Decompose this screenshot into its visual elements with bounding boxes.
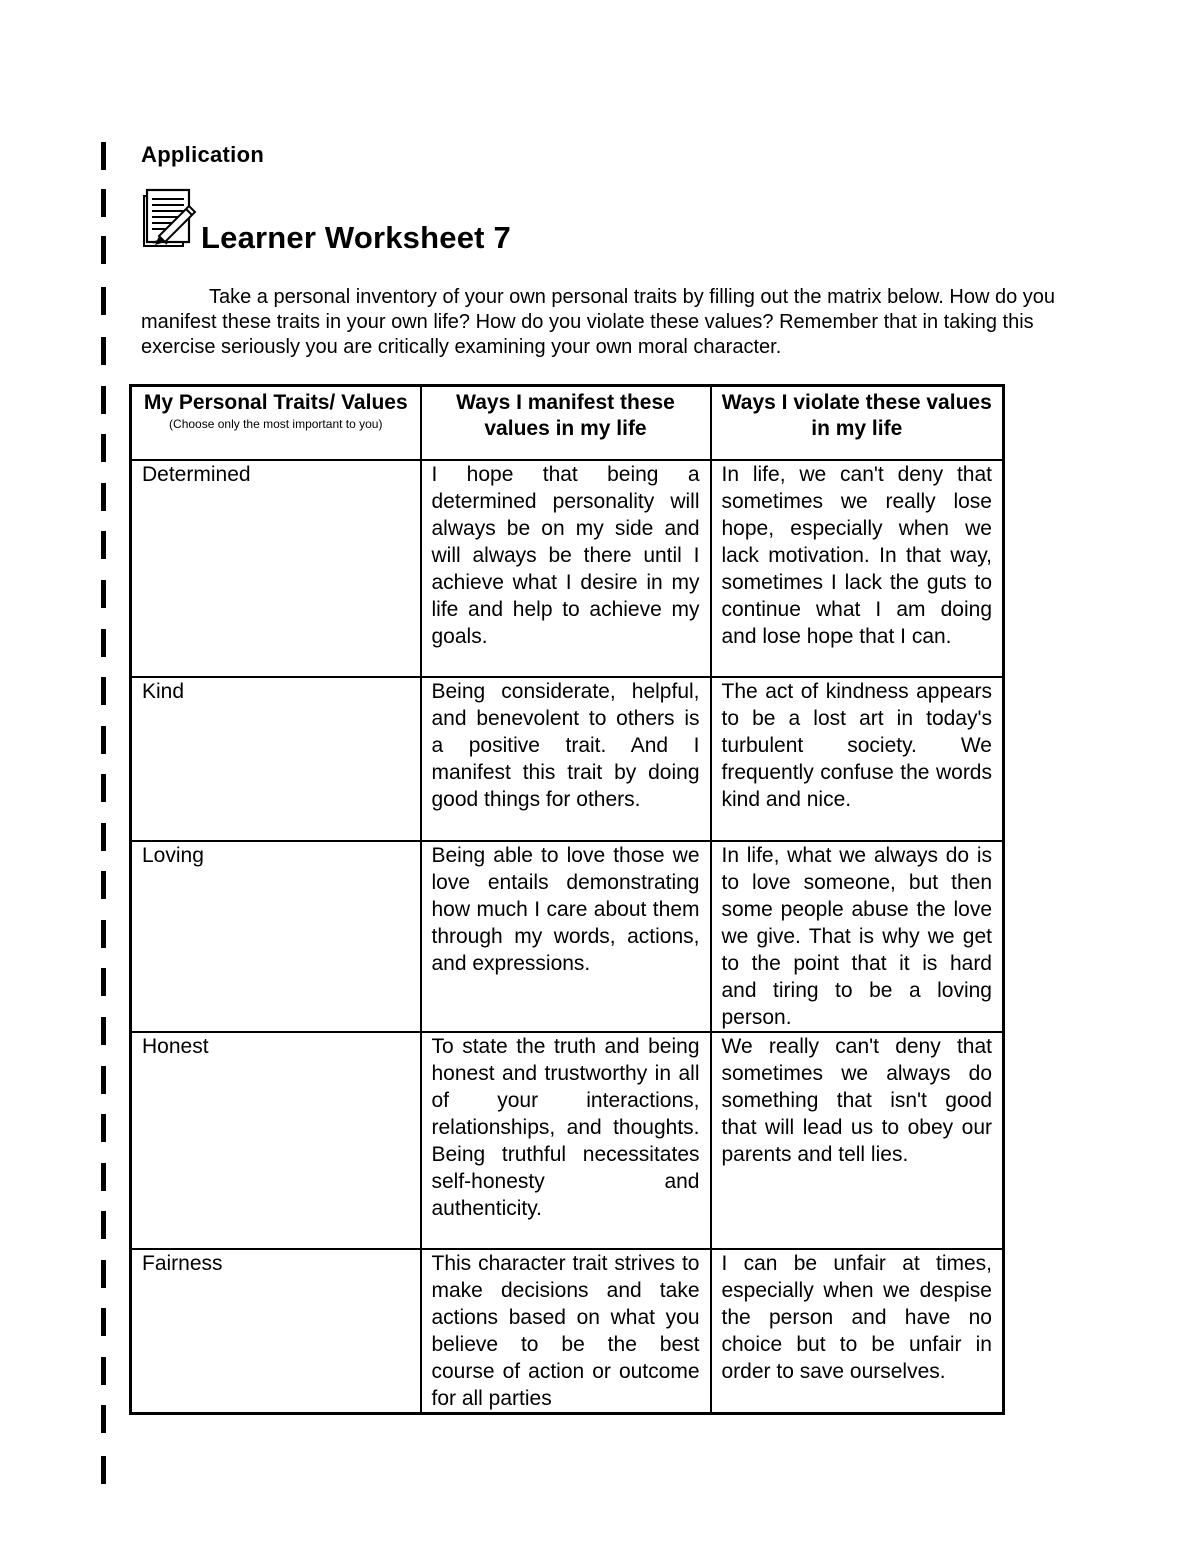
- margin-mark: [101, 677, 106, 705]
- margin-mark: [101, 1456, 106, 1484]
- binding-margin-marks: [101, 0, 109, 1553]
- violate-cell: We really can't deny that sometimes we always do something that isn't good that will lead us to obey our parents and tell lies.: [711, 1032, 1004, 1249]
- table-row: [131, 460, 1004, 677]
- header-ways-manifest: Ways I manifest these values in my life: [421, 386, 711, 460]
- table-row: [131, 1032, 1004, 1249]
- table-row: [131, 677, 1004, 841]
- trait-cell: Determined: [131, 460, 421, 677]
- margin-mark: [101, 1163, 106, 1191]
- trait-cell: Kind: [131, 677, 421, 841]
- table-header-row: [131, 386, 1004, 460]
- margin-mark: [101, 726, 106, 754]
- header-personal-traits: [131, 386, 421, 460]
- margin-mark: [101, 1211, 106, 1239]
- trait-cell: Honest: [131, 1032, 421, 1249]
- margin-mark: [101, 287, 106, 315]
- violate-cell: In life, what we always do is to love someone, but then some people abuse the love we give. That is why we get to the point that it is hard and tiring to be a loving person.: [711, 841, 1004, 1032]
- header-personal-traits-label: My Personal Traits/ Values: [143, 391, 408, 414]
- manifest-cell: To state the truth and being honest and trustworthy in all of your interactions, relationships, and thoughts. Being truthful necessitates self-honesty and authenticity.: [421, 1032, 711, 1249]
- header-choice-note: (Choose only the most important to you): [169, 417, 383, 431]
- margin-mark: [101, 236, 106, 264]
- margin-mark: [101, 142, 106, 170]
- margin-mark: [101, 1357, 106, 1385]
- margin-mark: [101, 871, 106, 899]
- margin-mark: [101, 1114, 106, 1142]
- margin-mark: [101, 920, 106, 948]
- section-label: Application: [141, 142, 265, 167]
- trait-cell: Fairness: [131, 1249, 421, 1414]
- margin-mark: [101, 386, 106, 414]
- worksheet-title: Learner Worksheet 7: [201, 220, 511, 255]
- trait-cell: Loving: [131, 841, 421, 1032]
- manifest-cell: Being considerate, helpful, and benevolent to others is a positive trait. And I manifest this trait by doing good things for others.: [421, 677, 711, 841]
- violate-cell: The act of kindness appears to be a lost art in today's turbulent society. We frequently confuse the words kind and nice.: [711, 677, 1004, 841]
- margin-mark: [101, 189, 106, 217]
- margin-mark: [101, 1405, 106, 1433]
- margin-mark: [101, 1017, 106, 1045]
- traits-matrix-table: [129, 384, 1005, 1415]
- margin-mark: [101, 1308, 106, 1336]
- margin-mark: [101, 1260, 106, 1288]
- table-row: [131, 841, 1004, 1032]
- margin-mark: [101, 531, 106, 559]
- worksheet-pencil-icon: [141, 186, 201, 248]
- margin-mark: [101, 629, 106, 657]
- manifest-cell: I hope that being a determined personality will always be on my side and will always be there until I achieve what I desire in my life and help to achieve my goals.: [421, 460, 711, 677]
- manifest-cell: Being able to love those we love entails demonstrating how much I care about them through my words, actions, and expressions.: [421, 841, 711, 1032]
- manifest-cell: This character trait strives to make decisions and take actions based on what you believe to be the best course of action or outcome for all parties: [421, 1249, 711, 1414]
- margin-mark: [101, 823, 106, 851]
- violate-cell: In life, we can't deny that sometimes we really lose hope, especially when we lack motivation. In that way, sometimes I lack the guts to continue what I am doing and lose hope that I can.: [711, 460, 1004, 677]
- margin-mark: [101, 968, 106, 996]
- table-row: [131, 1249, 1004, 1414]
- margin-mark: [101, 774, 106, 802]
- violate-cell: I can be unfair at times, especially when we despise the person and have no choice but to be unfair in order to save ourselves.: [711, 1249, 1004, 1414]
- margin-mark: [101, 434, 106, 462]
- margin-mark: [101, 580, 106, 608]
- margin-mark: [101, 483, 106, 511]
- instructions-paragraph: Take a personal inventory of your own personal traits by filling out the matrix below. How do you manifest these traits in your own life? How do you violate these values? Remember that in taking this exercise seriously you are critically examining your own moral character.: [141, 286, 1055, 358]
- margin-mark: [101, 1066, 106, 1094]
- header-ways-violate: Ways I violate these values in my life: [711, 386, 1004, 460]
- margin-mark: [101, 337, 106, 365]
